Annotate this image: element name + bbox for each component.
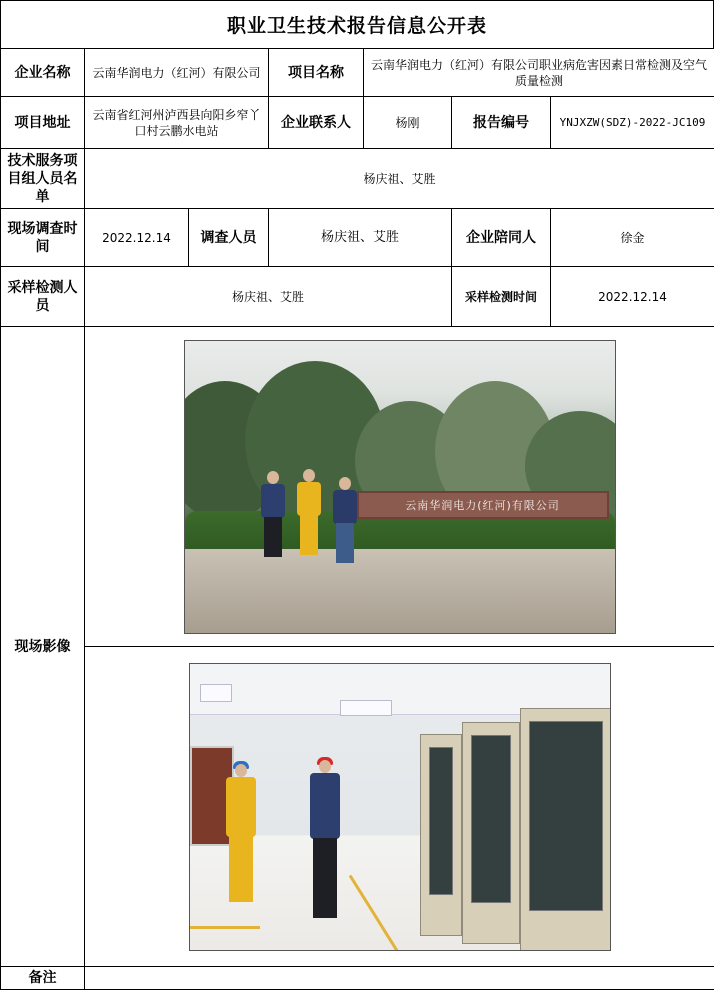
torso xyxy=(261,484,285,518)
row-address xyxy=(1,97,714,149)
remarks-label: 备注 xyxy=(1,967,85,990)
info-table xyxy=(0,48,714,990)
survey-time-label: 现场调查时间 xyxy=(1,209,85,267)
row-sampling xyxy=(1,267,714,327)
legs xyxy=(313,838,337,918)
photo-cell-2 xyxy=(85,647,714,967)
worker-left xyxy=(261,471,285,561)
head xyxy=(235,764,247,777)
floor-marking xyxy=(190,926,260,929)
row-team xyxy=(1,149,714,209)
worker-yellow xyxy=(297,469,323,561)
cabinet xyxy=(420,734,462,936)
cabinet-glass xyxy=(471,735,511,903)
row-photo-2 xyxy=(1,647,714,967)
cabinet xyxy=(520,708,611,951)
team-label: 技术服务项目组人员名单 xyxy=(1,149,85,209)
company-sign: 云南华润电力(红河)有限公司 xyxy=(357,491,609,519)
head xyxy=(303,469,315,482)
team-value: 杨庆祖、艾胜 xyxy=(85,149,714,209)
site-photo-outdoor xyxy=(184,340,616,634)
photo-cell-1 xyxy=(85,327,714,647)
page-title: 职业卫生技术报告信息公开表 xyxy=(0,0,714,48)
remarks-value xyxy=(85,967,714,990)
ground xyxy=(185,549,615,633)
survey-time-value: 2022.12.14 xyxy=(85,209,189,267)
escort-value: 徐金 xyxy=(551,209,714,267)
sampler-value: 杨庆祖、艾胜 xyxy=(85,267,452,327)
torso xyxy=(226,777,256,837)
company-name-label: 企业名称 xyxy=(1,49,85,97)
worker-blue xyxy=(310,760,340,930)
row-remarks xyxy=(1,967,714,990)
site-photo-indoor xyxy=(189,663,611,951)
cabinet-glass xyxy=(429,747,453,895)
legs xyxy=(336,523,354,563)
escort-label: 企业陪同人 xyxy=(452,209,551,267)
worker-right xyxy=(333,477,357,561)
ceiling-light xyxy=(340,700,392,716)
project-name-value: 云南华润电力（红河）有限公司职业病危害因素日常检测及空气质量检测 xyxy=(364,49,714,97)
project-name-label: 项目名称 xyxy=(269,49,364,97)
worker-yellow xyxy=(226,764,256,914)
legs xyxy=(300,515,318,555)
ceiling-light xyxy=(200,684,232,702)
head xyxy=(339,477,351,490)
surveyor-label: 调查人员 xyxy=(189,209,269,267)
sample-time-value: 2022.12.14 xyxy=(551,267,714,327)
row-survey xyxy=(1,209,714,267)
row-photo-1 xyxy=(1,327,714,647)
surveyor-value: 杨庆祖、艾胜 xyxy=(269,209,452,267)
cabinet-glass xyxy=(529,721,603,911)
legs xyxy=(264,517,282,557)
row-company xyxy=(1,49,714,97)
company-name-value: 云南华润电力（红河）有限公司 xyxy=(85,49,269,97)
images-label: 现场影像 xyxy=(1,327,85,967)
report-no-label: 报告编号 xyxy=(452,97,551,149)
sample-time-label: 采样检测时间 xyxy=(452,267,551,327)
cabinet xyxy=(462,722,520,944)
head xyxy=(267,471,279,484)
floor-marking xyxy=(348,874,409,950)
contact-label: 企业联系人 xyxy=(269,97,364,149)
torso xyxy=(297,482,321,516)
torso xyxy=(333,490,357,524)
address-value: 云南省红河州泸西县向阳乡窄丫口村云鹏水电站 xyxy=(85,97,269,149)
torso xyxy=(310,773,340,839)
head xyxy=(319,760,331,773)
sampler-label: 采样检测人员 xyxy=(1,267,85,327)
legs xyxy=(229,836,253,902)
address-label: 项目地址 xyxy=(1,97,85,149)
report-no-value: YNJXZW(SDZ)-2022-JC109 xyxy=(551,97,714,149)
contact-value: 杨刚 xyxy=(364,97,452,149)
